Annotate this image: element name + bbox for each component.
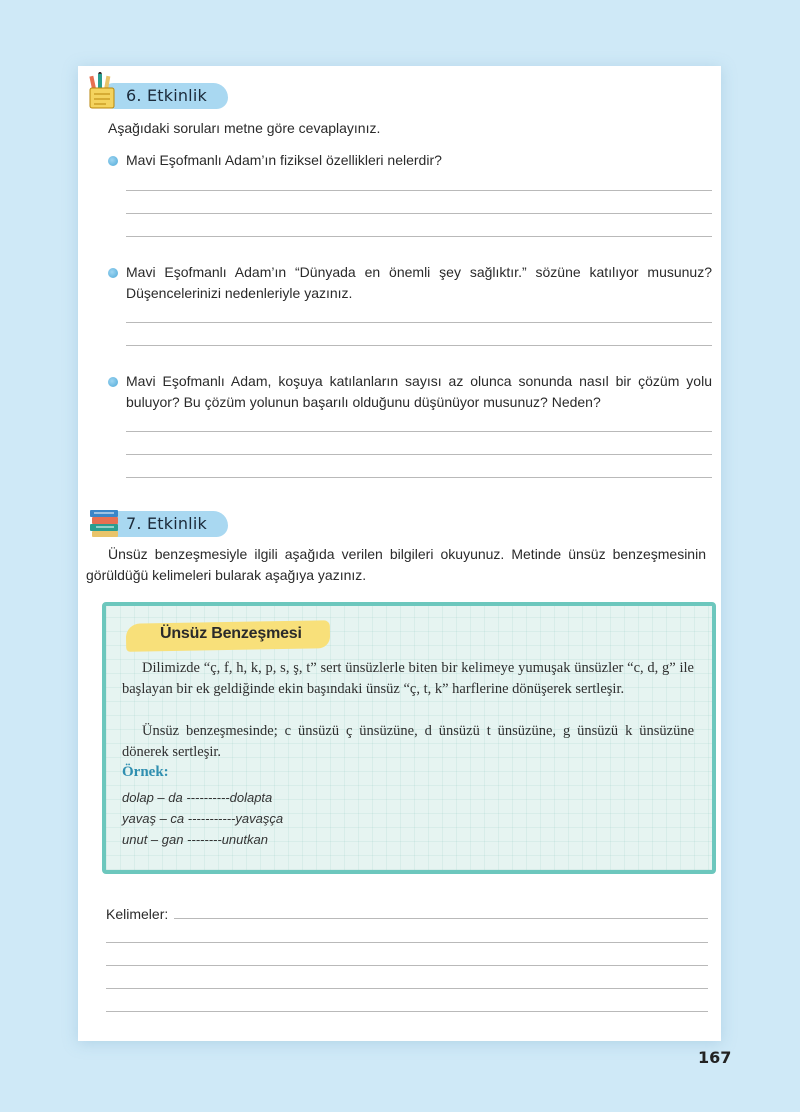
example-1: dolap – da ----------dolapta (122, 790, 273, 805)
worksheet-page (78, 66, 721, 1041)
activity6-title: 6. Etkinlik (126, 85, 207, 105)
activity6-instruction: Aşağıdaki soruları metne göre cevaplayınız. (108, 120, 381, 136)
page-number: 167 (698, 1048, 732, 1067)
answer-line[interactable] (126, 213, 712, 214)
info-box-title: Ünsüz Benzeşmesi (160, 625, 302, 642)
activity7-badge (88, 508, 207, 538)
example-3: unut – gan --------unutkan (122, 832, 268, 847)
answer-line[interactable] (126, 477, 712, 478)
words-answer-line[interactable] (174, 918, 708, 919)
bullet-dot-icon (108, 156, 118, 166)
answer-line[interactable] (126, 322, 712, 323)
info-box (102, 602, 716, 874)
bullet-dot-icon (108, 377, 118, 387)
answer-line[interactable] (126, 345, 712, 346)
answer-line[interactable] (126, 454, 712, 455)
question-2: Mavi Eşofmanlı Adam’ın “Dünyada en önemli şey sağlıktır.” sözüne katılıyor musunuz? Düşencelerinizi nedenleriyle yazınız. (126, 264, 712, 301)
answer-line[interactable] (126, 190, 712, 191)
answer-line[interactable] (126, 431, 712, 432)
book-stack-icon (88, 500, 128, 540)
pencil-cup-icon (88, 72, 128, 112)
rule-paragraph-1: Dilimizde “ç, f, h, k, p, s, ş, t” sert ünsüzlerle biten bir kelimeye yumuşak ünsüzler “c, d, g” ile başlayan bir ek geldiğinde ekin başındaki ünsüz “ç, t, k” harflerine dönüşerek sertleşir. (122, 660, 694, 697)
rule-paragraph-2: Ünsüz benzeşmesinde; c ünsüzü ç ünsüzüne, d ünsüzü t ünsüzüne, g ünsüzü k ünsüzüne dönerek sertleşir. (122, 723, 694, 760)
answer-line[interactable] (126, 236, 712, 237)
example-2: yavaş – ca -----------yavaşça (122, 811, 284, 826)
words-label: Kelimeler: (106, 906, 169, 922)
example-label: Örnek: (122, 764, 169, 780)
answer-line[interactable] (106, 1011, 708, 1012)
activity7-instruction: Ünsüz benzeşmesiyle ilgili aşağıda verilen bilgileri okuyunuz. Metinde ünsüz benzeşmesinin görüldüğü kelimeleri bularak aşağıya yazınız. (86, 546, 706, 583)
answer-line[interactable] (106, 988, 708, 989)
bullet-dot-icon (108, 268, 118, 278)
activity7-title: 7. Etkinlik (126, 513, 207, 533)
question-3: Mavi Eşofmanlı Adam, koşuya katılanların sayısı az olunca sonunda nasıl bir çözüm yolu buluyor? Bu çözüm yolunun başarılı olduğunu düşünüyor musunuz? Neden? (126, 373, 712, 410)
question-1: Mavi Eşofmanlı Adam’ın fiziksel özellikleri nelerdir? (126, 152, 442, 168)
answer-line[interactable] (106, 965, 708, 966)
answer-line[interactable] (106, 942, 708, 943)
activity6-badge (88, 80, 207, 110)
